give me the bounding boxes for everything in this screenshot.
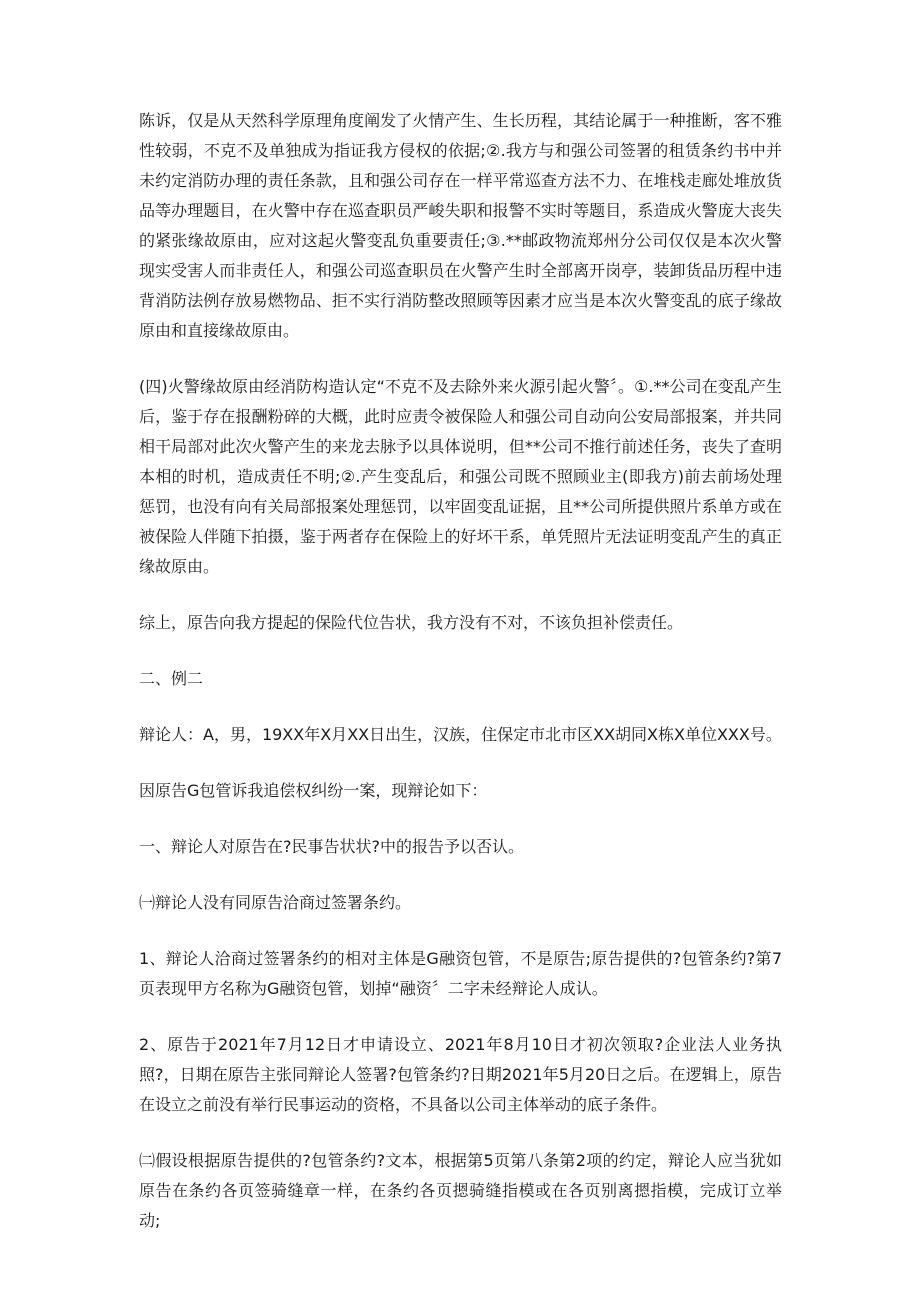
paragraph-fire-cause-section-4: (四)火警缘故原由经消防构造认定“不克不及去除外来火源引起火警〞。①.**公司在变乱产生后，鉴于存在报酬粉碎的大概，此时应责令被保险人和强公司自动向公安局部报案，并共同相干局部对此次火警产生的来龙去脉予以具体说明，但**公司不推行前述任务，丧失了查明本相的时机，造成责任不明;②.产生变乱后，和强公司既不照顾业主(即我方)前去前场处理惩罚，也没有向有关局部报案处理惩罚，以牢固变乱证据，且**公司所提供照片系单方或在被保险人伴随下拍摄，鉴于两者存在保险上的好坏干系，单凭照片无法证明变乱产生的真正缘故原由。 <box>139 377 782 576</box>
paragraph-case-intro: 因原告G包管诉我追偿权纠纷一案，现辩论如下： <box>139 781 488 800</box>
paragraph-subpoint-1: ㈠辩论人没有同原告洽商过签署条约。 <box>139 893 412 912</box>
section-heading-example-2: 二、例二 <box>139 669 204 688</box>
paragraph-item-2: 2、原告于2021年7月12日才申请设立、2021年8月10日才初次领取?企业法人业务执照?，日期在原告主张同辩论人签署?包管条约?日期2021年5月20日之后。在逻辑上，原告在设立之前没有举行民事运动的资格，不具备以公司主体举动的底子条件。 <box>139 1035 782 1114</box>
paragraph-conclusion: 综上，原告向我方提起的保险代位告状，我方没有不对，不该负担补偿责任。 <box>139 613 684 632</box>
paragraph-item-1: 1、辩论人洽商过签署条约的相对主体是G融资包管，不是原告;原告提供的?包管条约?第7页表现甲方名称为G融资包管，划掉“融资〞二字未经辩论人成认。 <box>139 949 782 998</box>
paragraph-subpoint-2: ㈡假设根据原告提供的?包管条约?文本，根据第5页第八条第2项的约定，辩论人应当犹如原告在条约各页签骑缝章一样，在条约各页摁骑缝指模或在各页别离摁指模，完成订立举动; <box>139 1151 782 1230</box>
document-body <box>139 106 782 1262</box>
paragraph-fire-report-analysis: 陈诉，仅是从天然科学原理角度阐发了火情产生、生长历程，其结论属于一种推断，客不雅性较弱，不克不及单独成为指证我方侵权的依据;②.我方与和强公司签署的租赁条约书中并未约定消防办理的责任条款，且和强公司存在一样平常巡查方法不力、在堆栈走廊处堆放货品等办理题目，在火警中存在巡查职员严峻失职和报警不实时等题目，系造成火警庞大丧失的紧张缘故原由，应对这起火警变乱负重要责任;③.**邮政物流郑州分公司仅仅是本次火警现实受害人而非责任人，和强公司巡查职员在火警产生时全部离开岗亭，装卸货品历程中违背消防法例存放易燃物品、拒不实行消防整改照顾等因素才应当是本次火警变乱的底子缘故原由和直接缘故原由。 <box>139 111 782 340</box>
paragraph-defendant-info: 辩论人：A，男，19XX年X月XX日出生，汉族，住保定市北市区XX胡同X栋X单位XXX号。 <box>139 725 782 744</box>
paragraph-point-1: 一、辩论人对原告在?民事告状状?中的报告予以否认。 <box>139 837 524 856</box>
